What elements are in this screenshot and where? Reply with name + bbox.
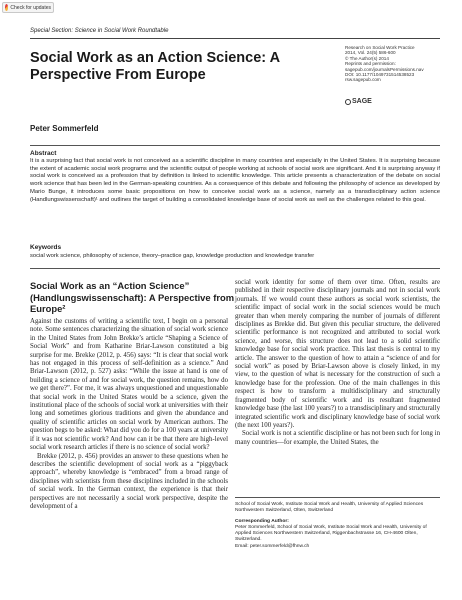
abstract-rule-bottom xyxy=(30,268,440,269)
article-title: Social Work as an Action Science: A Perspective From Europe xyxy=(30,50,280,83)
sage-logo xyxy=(345,98,372,105)
journal-volume: 2014, Vol. 24(5) 586-600 xyxy=(345,50,396,56)
left-column xyxy=(30,318,228,511)
permissions-link[interactable]: sagepub.com/journalsPermissions.nav xyxy=(345,66,424,72)
publisher-name: SAGE xyxy=(352,98,372,105)
check-for-updates-label: Check for updates xyxy=(10,4,51,11)
journal-meta xyxy=(345,45,445,83)
author-name: Peter Sommerfeld xyxy=(30,124,99,133)
keywords-text: social work science, philosophy of science, theory–practice gap, knowledge production and knowledge transfer xyxy=(30,253,315,259)
corresponding-author-text: Peter Sommerfeld, School of Social Work, Institute Social Work and Health, University of Applied Sciences Northwestern Switzerland, Riggenbachstrasse 16, CH-4600 Olten, Switzerland. xyxy=(235,524,427,543)
footnote-rule xyxy=(235,497,440,498)
copyright: © The Author(s) 2014 xyxy=(345,55,389,61)
crossmark-icon xyxy=(5,4,8,11)
paragraph: Brekke (2012, p. 456) provides an answer to these questions when he describes the scientific development of social work as a “piggyback approach”, whereby knowledge is “embraced” from a broad range of disciplines with scientists from these disciplines included in the schools of social work. In the German context, the experience is that their perspectives are not necessarily a social work perspective, despite the development of a xyxy=(30,452,228,510)
check-for-updates-badge[interactable] xyxy=(2,2,54,13)
header-rule xyxy=(30,38,440,39)
paragraph: Against the customs of writing a scientific text, I begin on a personal note. Some sentences characterizing the situation of social work science in the United States from John Brekke’s article “Shaping a Science of Social Work” and from Katharine Briar-Lawson constituted a big surprise for me. Brekke (2012, p. 456) says: “It is clear that social work has not engaged in this process of self-definition as a science.” And Briar-Lawson (2012, p. 527) asks: “While the issue at hand is one of building a science of and for social work, the question remains, how do we get there?”. For me, it was always unquestioned and unquestionable that social work in the United States would be a science, given the institutional place of the schools of social work at universities with their long and sometimes glorious traditions and given the abundance and quality of scientific articles on social work by American authors. The question begs to be asked: What did you do for a 100 years at university if it was not scientific work? And how can it be that there are high-level social work research articles if there is no science of social work? xyxy=(30,318,228,452)
author-email[interactable]: Email: peter.sommerfeld@fhnw.ch xyxy=(235,543,310,549)
abstract-rule-top xyxy=(30,145,440,146)
keywords-heading: Keywords xyxy=(30,244,62,251)
reprints-label: Reprints and permission: xyxy=(345,61,396,67)
journal-name: Research on Social Work Practice xyxy=(345,45,415,50)
corresponding-author-heading: Corresponding Author: xyxy=(235,518,289,524)
abstract-text: It is a surprising fact that social work is not conceived as a scientific discipline in many countries and especially in the United States. It is surprising because the extent of academic social work programs and the scientific output of people working at schools of social work are significant. And it is surprising anyway if social work is conceived as a profession that by definition is linked to scientific knowledge. This article presents a characterization of the debate on social work science that has been led in the German-speaking countries. As a consequence of this debate and following the philosophy of science as developed by Mario Bunge, it introduces some basic propositions on how to conceive social work as a science, namely as a transdisciplinary action science (Handlungswissenschaft)¹ and outlines the target of building a consolidated knowledge base of social work as well as the challenges related to this goal. xyxy=(30,158,440,203)
abstract-heading: Abstract xyxy=(30,150,57,157)
paragraph: Social work is not a scientific discipline or has not been such for long in many countries—for example, the United States, the xyxy=(235,430,440,446)
paragraph: social work identity for some of them over time. Often, results are published in their respective disciplinary journals and not in social work journals. If we would count these authors as social work scientists, the scientific impact of social work in the social sciences would be much greater than when merely comparing the number of journals of different disciplines as Brekke did. But given this peculiar structure, the delivered scientific performance is not recognized and attributed to social work science, and worse, this structure does not lead to a solid scientific knowledge base for social work practice. This last thesis is central to my article. The answer to the question of how to attain a “science of and for social work” as posed by Briar-Lawson above is closely linked, in my view, to the question of what is necessary for the construction of such a knowledge base for the profession. One of the main challenges in this respect is how to transform a multidisciplinary and structurally fragmented body of scientific work and its resultant fragmented knowledge base (the last 100 years?) to a transdisciplinary and structurally integrated scientific work and disciplinary knowledge base of social work (the next 100 years?). xyxy=(235,279,440,429)
footnotes xyxy=(235,502,440,550)
right-column xyxy=(235,279,440,447)
section-heading: Social Work as an “Action Science” (Handlungswissenschaft): A Perspective from Europe² xyxy=(30,280,235,314)
doi[interactable]: DOI: 10.1177/1049731514538523 xyxy=(345,72,415,78)
section-label: Special Section: Science in Social Work Roundtable xyxy=(30,28,169,34)
affiliation: School of Social Work, Institute Social Work and Health, University of Applied Sciences Northwestern Switzerland, Olten, Switzerland xyxy=(235,502,424,514)
journal-url[interactable]: rsw.sagepub.com xyxy=(345,77,381,83)
sage-circle-icon xyxy=(345,99,351,105)
